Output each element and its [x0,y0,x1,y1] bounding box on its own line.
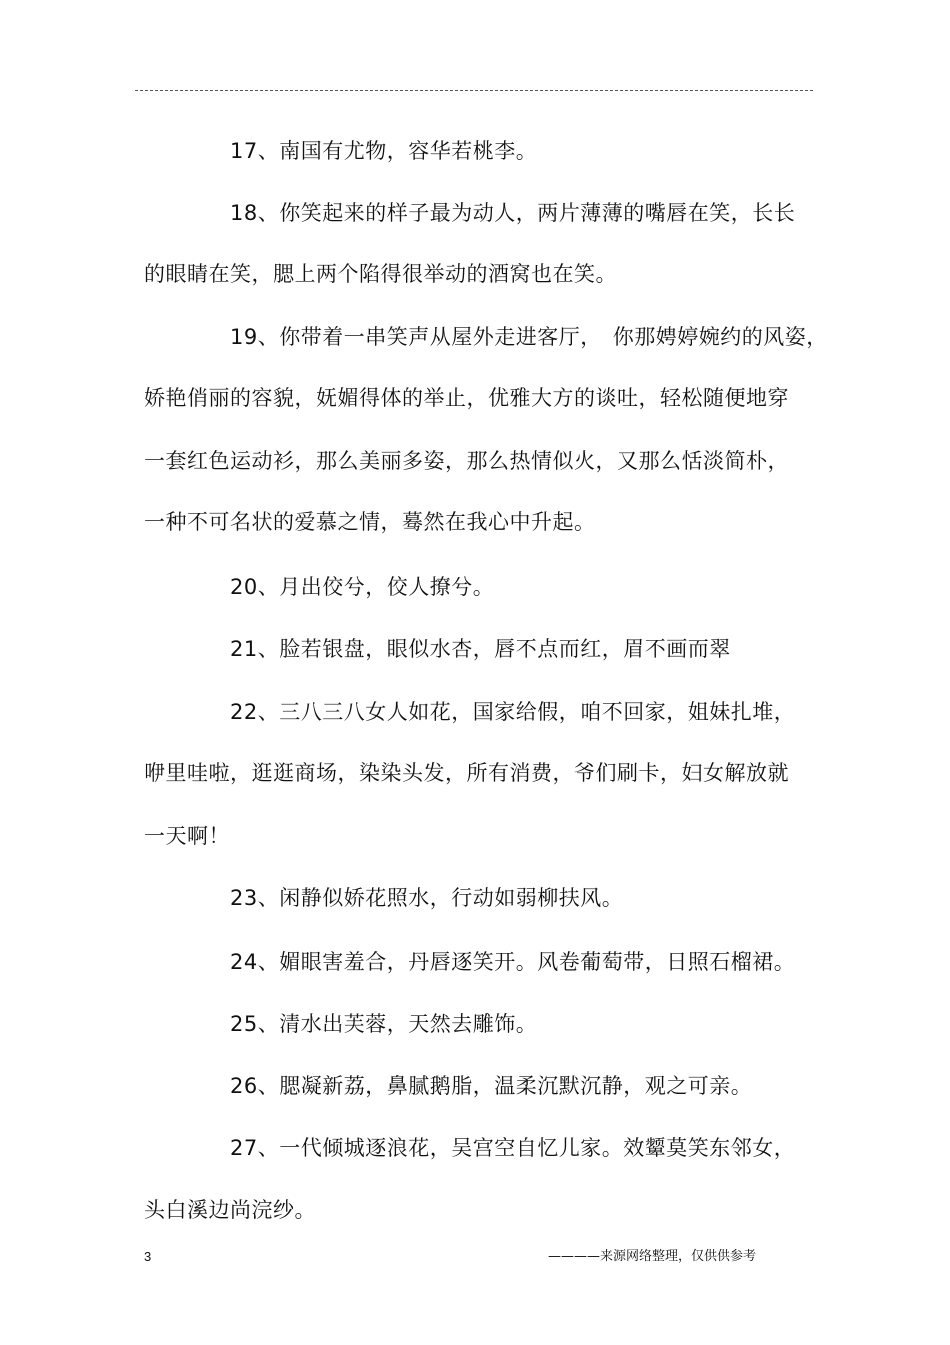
entry-19-line-4: 一种不可名状的爱慕之情，蓦然在我心中升起。 [144,510,596,534]
entry-22-line-3: 一天啊！ [144,824,230,848]
entry-21: 21、脸若银盘，眼似水杏，唇不点而红，眉不画而翠 [230,637,731,661]
entry-19-line-2: 娇艳俏丽的容貌，妩媚得体的举止，优雅大方的谈吐，轻松随便地穿 [144,386,789,410]
footer-source-note: ————来源网络整理，仅供供参考 [548,1249,757,1264]
entry-22-line-1: 22、三八三八女人如花，国家给假，咱不回家，姐妹扎堆， [230,700,796,724]
entry-22-line-2: 咿里哇啦，逛逛商场，染染头发，所有消费，爷们刷卡，妇女解放就 [144,761,789,785]
entry-17: 17、南国有尤物，容华若桃李。 [230,139,538,163]
entry-19-line-1: 19、你带着一串笑声从屋外走进客厅， 你那娉婷婉约的风姿， [230,325,828,349]
entry-18-line-1: 18、你笑起来的样子最为动人，两片薄薄的嘴唇在笑，长长 [230,201,796,225]
entry-20: 20、月出佼兮，佼人撩兮。 [230,575,495,599]
entry-19-line-3: 一套红色运动衫，那么美丽多姿，那么热情似火，又那么恬淡简朴， [144,449,789,473]
entry-26: 26、腮凝新荔，鼻腻鹅脂，温柔沉默沉静，观之可亲。 [230,1074,753,1098]
entry-23: 23、闲静似娇花照水，行动如弱柳扶风。 [230,886,624,910]
entry-25: 25、清水出芙蓉，天然去雕饰。 [230,1012,538,1036]
entry-18-line-2: 的眼睛在笑，腮上两个陷得很举动的酒窝也在笑。 [144,262,617,286]
entry-27-line-1: 27、一代倾城逐浪花，吴宫空自忆儿家。效颦莫笑东邻女， [230,1136,796,1160]
entry-24: 24、媚眼害羞合，丹唇逐笑开。风卷葡萄带，日照石榴裙。 [230,950,796,974]
page-number: 3 [144,1249,152,1264]
header-divider [135,90,813,91]
entry-27-line-2: 头白溪边尚浣纱。 [144,1198,316,1222]
